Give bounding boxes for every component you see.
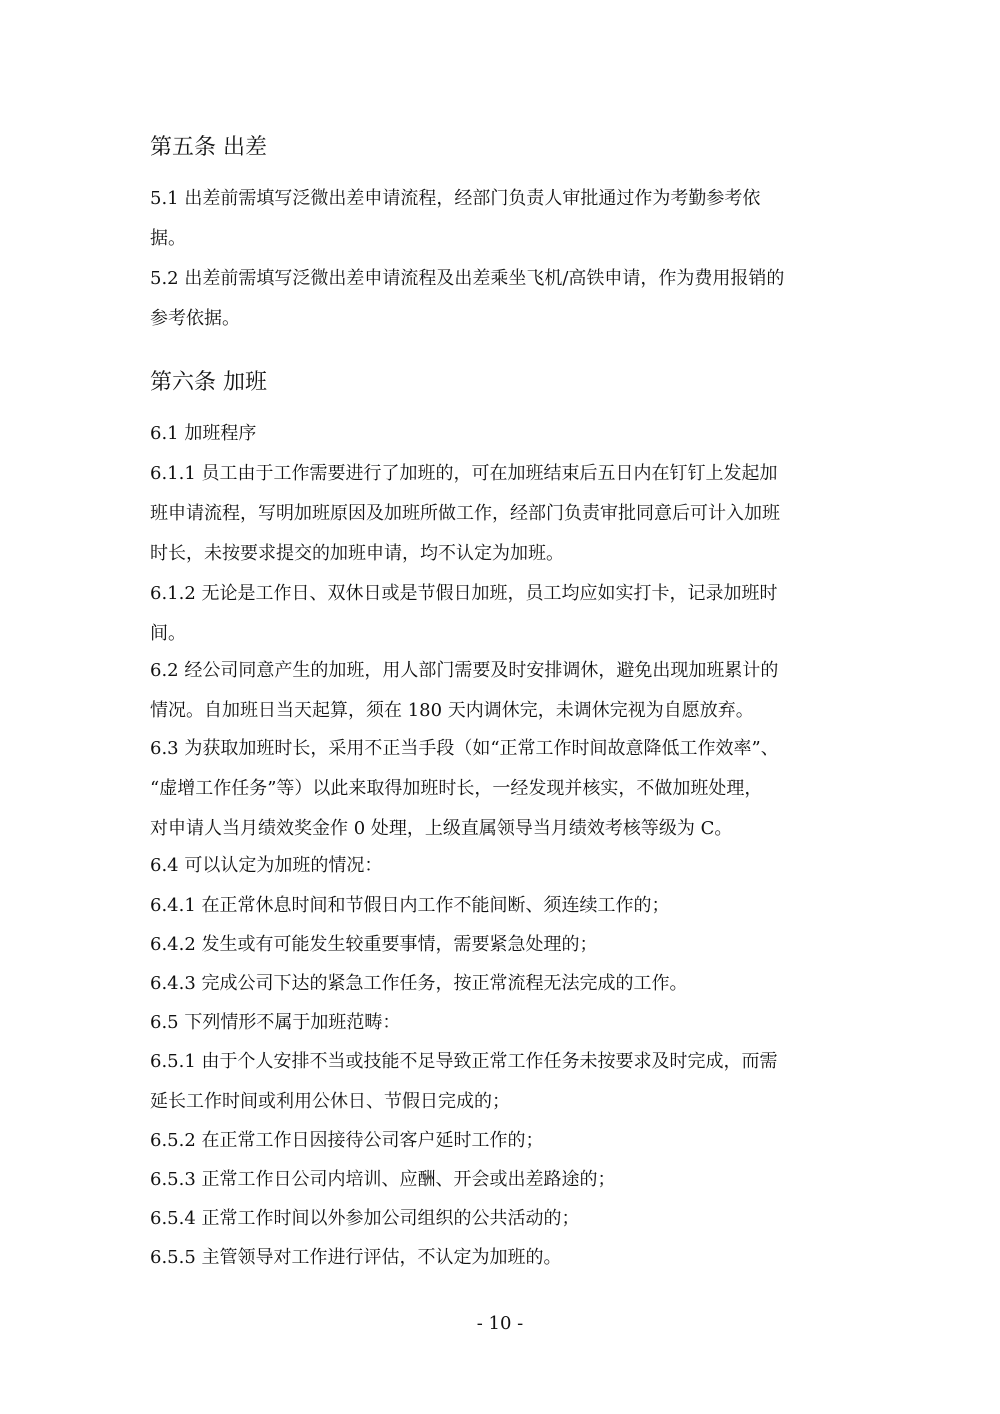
paragraph-6-5-1 [150, 1042, 855, 1122]
paragraph-line: 6.2 经公司同意产生的加班，用人部门需要及时安排调休，避免出现加班累计的 [150, 660, 779, 681]
paragraph-line: 6.1 加班程序 [150, 423, 257, 444]
paragraph-line: 6.5 下列情形不属于加班范畴： [150, 1012, 401, 1033]
paragraph-line: 班申请流程，写明加班原因及加班所做工作，经部门负责审批同意后可计入加班 [150, 503, 780, 524]
paragraph-line: 参考依据。 [150, 308, 240, 329]
paragraph-6-2 [150, 651, 855, 731]
paragraph-line: “虚增工作任务”等）以此来取得加班时长，一经发现并核实，不做加班处理， [150, 778, 763, 799]
paragraph-6-5-3 [150, 1160, 855, 1200]
paragraph-line: 6.5.5 主管领导对工作进行评估，不认定为加班的。 [150, 1247, 562, 1268]
page-number: - 10 - [476, 1313, 524, 1334]
paragraph-6-5-5 [150, 1238, 855, 1278]
paragraph-line: 延长工作时间或利用公休日、节假日完成的； [150, 1091, 510, 1112]
paragraph-line: 6.5.4 正常工作时间以外参加公司组织的公共活动的； [150, 1208, 580, 1229]
paragraph-5-1 [150, 179, 855, 259]
paragraph-line: 6.1.2 无论是工作日、双休日或是节假日加班，员工均应如实打卡，记录加班时 [150, 583, 778, 604]
paragraph-line: 6.4.2 发生或有可能发生较重要事情，需要紧急处理的； [150, 934, 598, 955]
paragraph-line: 6.3 为获取加班时长，采用不正当手段（如“正常工作时间故意降低工作效率”、 [150, 738, 779, 759]
paragraph-6-4 [150, 846, 855, 886]
paragraph-line: 5.2 出差前需填写泛微出差申请流程及出差乘坐飞机/高铁申请，作为费用报销的 [150, 268, 785, 289]
paragraph-6-1-1 [150, 454, 855, 574]
paragraph-6-4-1 [150, 886, 855, 926]
paragraph-line: 时长，未按要求提交的加班申请，均不认定为加班。 [150, 543, 564, 564]
paragraph-line: 对申请人当月绩效奖金作 0 处理，上级直属领导当月绩效考核等级为 C。 [150, 818, 733, 839]
paragraph-line: 6.4.3 完成公司下达的紧急工作任务，按正常流程无法完成的工作。 [150, 973, 688, 994]
paragraph-5-2 [150, 259, 855, 339]
section-5-title: 第五条 出差 [150, 135, 267, 160]
paragraph-6-1 [150, 414, 855, 454]
section-6-title: 第六条 加班 [150, 370, 267, 395]
paragraph-line: 6.5.2 在正常工作日因接待公司客户延时工作的； [150, 1130, 544, 1151]
paragraph-line: 6.4.1 在正常休息时间和节假日内工作不能间断、须连续工作的； [150, 895, 670, 916]
paragraph-line: 6.5.3 正常工作日公司内培训、应酬、开会或出差路途的； [150, 1169, 616, 1190]
paragraph-line: 6.5.1 由于个人安排不当或技能不足导致正常工作任务未按要求及时完成，而需 [150, 1051, 778, 1072]
document-page [150, 0, 855, 1414]
paragraph-6-5-2 [150, 1121, 855, 1161]
paragraph-line: 情况。自加班日当天起算，须在 180 天内调休完，未调休完视为自愿放弃。 [150, 700, 754, 721]
paragraph-6-4-3 [150, 964, 855, 1004]
paragraph-line: 5.1 出差前需填写泛微出差申请流程，经部门负责人审批通过作为考勤参考依 [150, 188, 761, 209]
paragraph-6-3 [150, 729, 855, 849]
paragraph-line: 6.4 可以认定为加班的情况： [150, 855, 383, 876]
paragraph-6-5 [150, 1003, 855, 1043]
paragraph-6-1-2 [150, 574, 855, 654]
paragraph-line: 6.1.1 员工由于工作需要进行了加班的，可在加班结束后五日内在钉钉上发起加 [150, 463, 778, 484]
paragraph-line: 据。 [150, 228, 186, 249]
paragraph-line: 间。 [150, 623, 186, 644]
paragraph-6-4-2 [150, 925, 855, 965]
paragraph-6-5-4 [150, 1199, 855, 1239]
